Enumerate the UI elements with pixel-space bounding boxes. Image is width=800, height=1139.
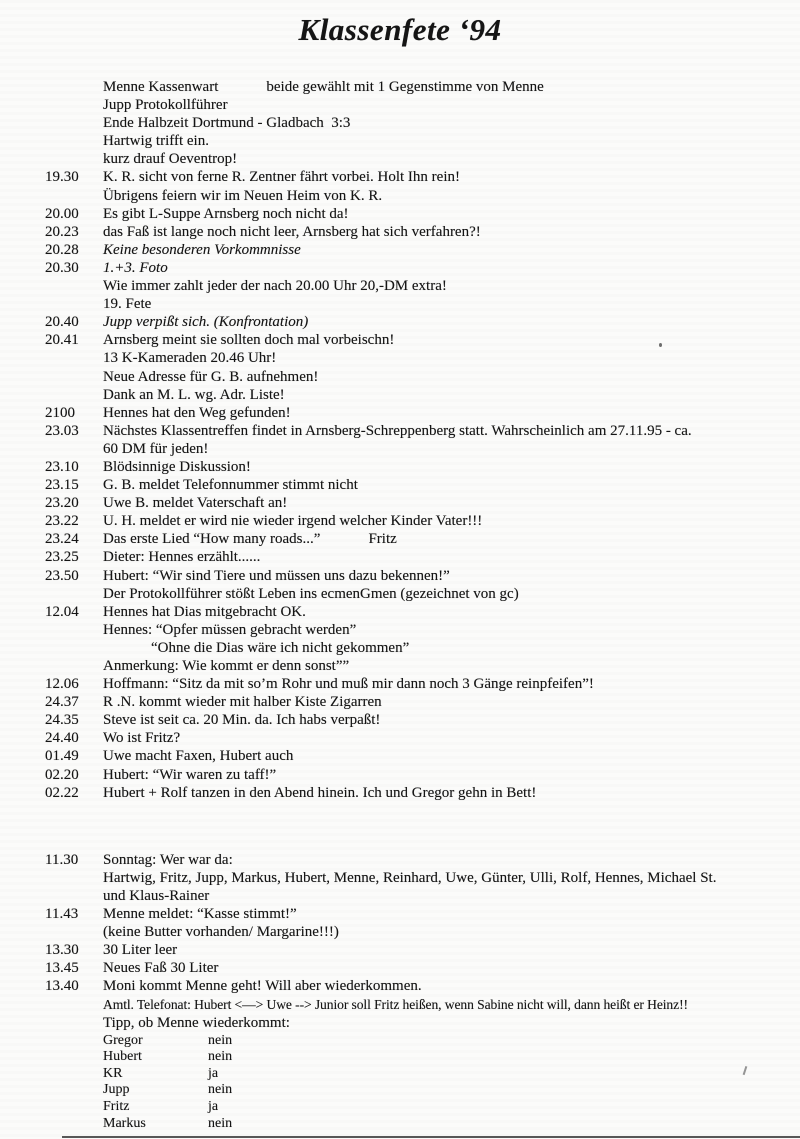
entry-text: Hoffmann: “Sitz da mit so’m Rohr und muß mir dann noch 3 Gänge reinpfeifen”! [103,676,594,693]
protocol-line [0,784,800,802]
scan-edge-artifact [62,1136,800,1139]
entry-text: Wie immer zahlt jeder der nach 20.00 Uhr 20,-DM extra! [103,278,447,295]
protocol-line [0,1014,800,1032]
entry-text: Menne Kassenwart [103,79,219,95]
poll-row [0,1033,800,1050]
time-label: 20.23 [45,223,79,240]
protocol-line [0,277,800,295]
entry-text: Anmerkung: Wie kommt er denn sonst”” [103,658,350,674]
poll-row [0,1049,800,1066]
entry-text: Arnsberg meint sie sollten doch mal vorbeischn! [103,332,395,349]
time-label: 24.40 [45,730,79,747]
protocol-line [0,585,800,603]
poll-name: Markus [103,1115,146,1131]
protocol-line [0,223,800,241]
protocol-line [0,132,800,150]
protocol-line [0,313,800,331]
time-label: 23.50 [45,567,79,584]
entry-text: Hennes hat den Weg gefunden! [103,404,291,421]
entry-text: Hennes: “Opfer müssen gebracht werden” [103,621,357,638]
protocol-line [0,96,800,114]
time-label: 23.03 [45,422,79,439]
time-label: 20.00 [45,205,79,222]
protocol-line [0,747,800,765]
poll-table [0,1033,800,1133]
entry-text: Hennes hat Dias mitgebracht OK. [103,603,306,620]
entry-text-secondary: Fritz [368,531,397,548]
time-label: 11.43 [45,906,79,923]
entry-text: K. R. sicht von ferne R. Zentner fährt vorbei. Holt Ihn rein! [103,169,460,186]
poll-answer: nein [208,1049,233,1065]
time-label: 23.22 [45,513,79,530]
entry-text: 1.+3. Foto [103,259,168,276]
time-label: 01.49 [45,748,79,765]
time-label: 11.30 [45,851,79,868]
time-label: 12.04 [45,603,79,620]
protocol-line [0,941,800,959]
entry-text: Blödsinnige Diskussion! [103,458,251,475]
entry-text: Keine besonderen Vorkommnisse [103,241,301,258]
poll-row [0,1116,800,1133]
time-label: 20.28 [45,241,79,258]
protocol-line [0,368,800,386]
entry-text: R .N. kommt wieder mit halber Kiste Zigarren [103,694,382,711]
entry-text: 60 DM für jeden! [103,440,209,457]
entry-text: das Faß ist lange noch nicht leer, Arnsberg hat sich verfahren?! [103,223,481,240]
time-label: 23.25 [45,549,79,566]
poll-row [0,1099,800,1116]
protocol-line [0,905,800,923]
protocol-line [0,187,800,205]
protocol-line [0,923,800,941]
entry-text: Moni kommt Menne geht! Will aber wiederkommen. [103,978,422,995]
entry-text: Ende Halbzeit Dortmund - Gladbach 3:3 [103,115,351,132]
entry-text: Jupp verpißt sich. (Konfrontation) [103,314,309,331]
protocol-line [0,168,800,186]
entry-text: Uwe macht Faxen, Hubert auch [103,748,294,765]
poll-name: KR [103,1065,123,1081]
protocol-line [0,603,800,621]
protocol-line [0,869,800,887]
time-label: 20.41 [45,332,79,349]
poll-name: Fritz [103,1099,130,1115]
entry-text: Neue Adresse für G. B. aufnehmen! [103,368,319,385]
entry-text: Das erste Lied “How many roads...” [103,531,321,548]
time-label: 13.30 [45,942,79,959]
time-label: 20.40 [45,314,79,331]
protocol-line [0,404,800,422]
time-label: 19.30 [45,169,79,186]
protocol-line [0,657,800,675]
protocol-line [0,959,800,977]
protocol-line [0,512,800,530]
entry-text: Wo ist Fritz? [103,730,181,747]
entry-text: Steve ist seit ca. 20 Min. da. Ich habs verpaßt! [103,712,381,729]
protocol-line [0,331,800,349]
entry-text: Es gibt L-Suppe Arnsberg noch nicht da! [103,205,349,222]
entry-text: U. H. meldet er wird nie wieder irgend welcher Kinder Vater!!! [103,513,483,530]
time-label: 24.35 [45,712,79,729]
time-label: 12.06 [45,676,79,693]
time-label: 20.30 [45,259,79,276]
time-label: 13.45 [45,960,79,977]
protocol-line [0,711,800,729]
protocol-line [0,887,800,905]
time-label: 23.24 [45,531,79,548]
protocol-line [0,422,800,440]
entry-text: Dank an M. L. wg. Adr. Liste! [103,386,285,403]
protocol-line [0,476,800,494]
poll-name: Gregor [103,1032,143,1048]
entry-text: 30 Liter leer [103,942,178,959]
protocol-line [0,205,800,223]
entry-text: Nächstes Klassentreffen findet in Arnsberg-Schreppenberg statt. Wahrscheinlich am 27.11.95 - ca. [103,422,692,439]
protocol-line [0,150,800,168]
protocol-line [0,567,800,585]
protocol-line [0,693,800,711]
protocol-line [0,977,800,995]
entry-text: Hubert: “Wir sind Tiere und müssen uns dazu bekennen!” [103,567,450,584]
protocol-line [0,639,800,657]
protocol-line [0,494,800,512]
poll-answer: nein [208,1082,233,1098]
protocol-line [0,440,800,458]
time-label: 23.20 [45,495,79,512]
poll-name: Jupp [103,1082,130,1098]
protocol-line [0,766,800,784]
protocol-line [0,996,800,1014]
entry-text: Hubert: “Wir waren zu taff!” [103,766,277,783]
scan-dot-artifact [659,343,662,347]
entry-text: Hartwig trifft ein. [103,133,209,150]
protocol-line [0,259,800,277]
entry-text: 13 K-Kameraden 20.46 Uhr! [103,350,277,367]
entry-text: Übrigens feiern wir im Neuen Heim von K. R. [103,187,383,204]
poll-answer: nein [208,1115,233,1131]
entry-text: “Ohne die Dias wäre ich nicht gekommen” [151,639,410,656]
protocol-line [0,386,800,404]
protocol-line [0,458,800,476]
entry-text: Dieter: Hennes erzählt...... [103,549,261,566]
entry-text: Hubert + Rolf tanzen in den Abend hinein. Ich und Gregor gehn in Bett! [103,784,537,801]
protocol-line [0,851,800,869]
protocol-line [0,349,800,367]
entry-text: kurz drauf Oeventrop! [103,151,238,168]
protocol-entries [0,78,800,1032]
time-label: 2100 [45,404,75,421]
entry-text: G. B. meldet Telefonnummer stimmt nicht [103,477,358,494]
time-label: 13.40 [45,978,79,995]
entry-text-secondary: beide gewählt mit 1 Gegenstimme von Menne [266,79,544,95]
entry-text: 19. Fete [103,296,152,313]
time-label: 23.10 [45,458,79,475]
entry-text: Neues Faß 30 Liter [103,960,219,977]
time-label: 23.15 [45,477,79,494]
entry-text: Tipp, ob Menne wiederkommt: [103,1014,290,1031]
protocol-line [0,548,800,566]
time-label: 02.22 [45,784,79,801]
poll-answer: ja [208,1065,219,1081]
poll-answer: ja [208,1099,219,1115]
entry-text: Jupp Protokollführer [103,97,228,114]
time-label: 24.37 [45,694,79,711]
time-label: 02.20 [45,766,79,783]
entry-text: Uwe B. meldet Vaterschaft an! [103,495,288,512]
entry-text: Der Protokollführer stößt Leben ins ecmenGmen (gezeichnet von gc) [103,585,519,602]
document-title: Klassenfete ‘94 [298,12,502,47]
protocol-line [0,114,800,132]
entry-text: Amtl. Telefonat: Hubert <—> Uwe --> Junior soll Fritz heißen, wenn Sabine nicht will, dann heißt er Heinz!! [103,996,688,1012]
entry-text: Sonntag: Wer war da: [103,851,233,868]
entry-text: Hartwig, Fritz, Jupp, Markus, Hubert, Menne, Reinhard, Uwe, Günter, Ulli, Rolf, Hennes, Michael St. [103,869,717,886]
entry-text: und Klaus-Rainer [103,887,210,904]
protocol-line [0,675,800,693]
protocol-line [0,295,800,313]
poll-name: Hubert [103,1049,142,1065]
protocol-line [0,621,800,639]
poll-row [0,1082,800,1099]
protocol-line [0,241,800,259]
entry-text: (keine Butter vorhanden/ Margarine!!!) [103,924,339,941]
entry-text: Menne meldet: “Kasse stimmt!” [103,906,297,923]
protocol-line [0,729,800,747]
poll-row [0,1066,800,1083]
poll-answer: nein [208,1032,233,1048]
protocol-line [0,530,800,548]
protocol-line [0,78,800,96]
